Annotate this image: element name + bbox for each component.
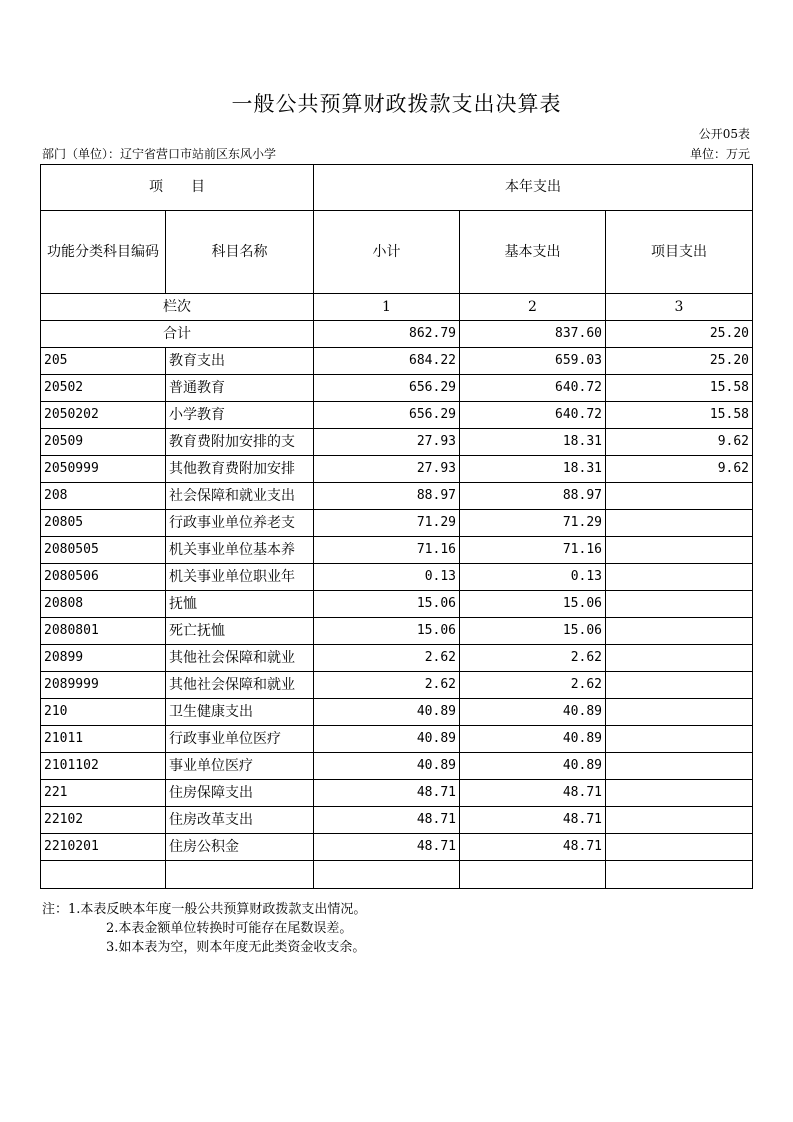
row-subtotal: 2.62: [314, 645, 460, 672]
row-code: 210: [41, 699, 166, 726]
table-row: [41, 699, 753, 726]
row-subtotal: 2.62: [314, 672, 460, 699]
empty-row: [41, 861, 753, 889]
row-name: 行政事业单位医疗: [166, 726, 314, 753]
row-code: 208: [41, 483, 166, 510]
row-name: 事业单位医疗: [166, 753, 314, 780]
total-project: 25.20: [606, 321, 753, 348]
row-subtotal: 40.89: [314, 726, 460, 753]
header-item: 项 目: [41, 165, 314, 211]
table-row: [41, 537, 753, 564]
row-code: 2101102: [41, 753, 166, 780]
header-project: 项目支出: [606, 211, 753, 294]
row-subtotal: 0.13: [314, 564, 460, 591]
header-subtotal: 小计: [314, 211, 460, 294]
row-subtotal: 71.16: [314, 537, 460, 564]
row-subtotal: 27.93: [314, 429, 460, 456]
table-row: [41, 780, 753, 807]
row-subtotal: 40.89: [314, 699, 460, 726]
row-project: [606, 618, 753, 645]
row-code: 2080506: [41, 564, 166, 591]
empty-cell: [460, 861, 606, 889]
row-project: [606, 726, 753, 753]
table-row: [41, 753, 753, 780]
row-project: 25.20: [606, 348, 753, 375]
row-subtotal: 48.71: [314, 807, 460, 834]
row-basic: 2.62: [460, 672, 606, 699]
row-code: 2080505: [41, 537, 166, 564]
table-row: [41, 510, 753, 537]
row-project: 9.62: [606, 456, 753, 483]
column-number-1: 1: [314, 294, 460, 321]
report-title: 一般公共预算财政拨款支出决算表: [231, 92, 562, 116]
row-subtotal: 71.29: [314, 510, 460, 537]
column-number-3: 3: [606, 294, 753, 321]
row-name: 行政事业单位养老支: [166, 510, 314, 537]
expenditure-table: [40, 164, 753, 889]
table-row: [41, 618, 753, 645]
row-name: 住房保障支出: [166, 780, 314, 807]
row-code: 20805: [41, 510, 166, 537]
row-basic: 640.72: [460, 402, 606, 429]
row-subtotal: 48.71: [314, 834, 460, 861]
row-name: 卫生健康支出: [166, 699, 314, 726]
row-code: 20509: [41, 429, 166, 456]
empty-cell: [314, 861, 460, 889]
total-row: [41, 321, 753, 348]
row-name: 其他社会保障和就业: [166, 645, 314, 672]
row-subtotal: 15.06: [314, 591, 460, 618]
row-name: 教育支出: [166, 348, 314, 375]
row-basic: 0.13: [460, 564, 606, 591]
row-name: 其他教育费附加安排: [166, 456, 314, 483]
empty-cell: [166, 861, 314, 889]
total-subtotal: 862.79: [314, 321, 460, 348]
row-basic: 40.89: [460, 726, 606, 753]
table-row: [41, 456, 753, 483]
header-basic: 基本支出: [460, 211, 606, 294]
row-subtotal: 656.29: [314, 402, 460, 429]
table-row: [41, 726, 753, 753]
row-project: 15.58: [606, 402, 753, 429]
row-code: 221: [41, 780, 166, 807]
row-project: [606, 672, 753, 699]
row-basic: 640.72: [460, 375, 606, 402]
row-subtotal: 48.71: [314, 780, 460, 807]
row-basic: 40.89: [460, 753, 606, 780]
row-name: 普通教育: [166, 375, 314, 402]
column-number-row: [41, 294, 753, 321]
row-code: 205: [41, 348, 166, 375]
row-name: 其他社会保障和就业: [166, 672, 314, 699]
row-code: 2050999: [41, 456, 166, 483]
row-project: [606, 780, 753, 807]
row-code: 2089999: [41, 672, 166, 699]
header-current-year: 本年支出: [314, 165, 753, 211]
row-code: 20808: [41, 591, 166, 618]
note-3: 3.如本表为空，则本年度无此类资金收支余。: [106, 940, 366, 955]
row-basic: 48.71: [460, 834, 606, 861]
row-project: [606, 699, 753, 726]
header-name: 科目名称: [166, 211, 314, 294]
row-project: [606, 537, 753, 564]
row-subtotal: 88.97: [314, 483, 460, 510]
form-number: 公开05表: [698, 127, 750, 141]
row-subtotal: 27.93: [314, 456, 460, 483]
notes: [42, 900, 366, 957]
row-basic: 71.29: [460, 510, 606, 537]
row-project: [606, 834, 753, 861]
row-basic: 48.71: [460, 780, 606, 807]
row-project: [606, 807, 753, 834]
row-basic: 18.31: [460, 429, 606, 456]
row-code: 2050202: [41, 402, 166, 429]
row-basic: 88.97: [460, 483, 606, 510]
row-basic: 18.31: [460, 456, 606, 483]
row-name: 机关事业单位职业年: [166, 564, 314, 591]
header-row-2: [41, 211, 753, 294]
table-row: [41, 807, 753, 834]
table-row: [41, 645, 753, 672]
table-row: [41, 672, 753, 699]
row-name: 小学教育: [166, 402, 314, 429]
row-name: 住房改革支出: [166, 807, 314, 834]
table-row: [41, 564, 753, 591]
row-code: 2080801: [41, 618, 166, 645]
row-project: [606, 591, 753, 618]
unit-label: 单位：万元: [689, 147, 750, 161]
table-row: [41, 483, 753, 510]
table-row: [41, 375, 753, 402]
empty-cell: [606, 861, 753, 889]
row-code: 20502: [41, 375, 166, 402]
row-basic: 48.71: [460, 807, 606, 834]
row-subtotal: 15.06: [314, 618, 460, 645]
header-code: 功能分类科目编码: [41, 211, 166, 294]
row-name: 机关事业单位基本养: [166, 537, 314, 564]
header-row-1: [41, 165, 753, 211]
row-basic: 40.89: [460, 699, 606, 726]
empty-cell: [41, 861, 166, 889]
row-code: 2210201: [41, 834, 166, 861]
row-project: [606, 564, 753, 591]
table-row: [41, 429, 753, 456]
row-basic: 71.16: [460, 537, 606, 564]
row-code: 22102: [41, 807, 166, 834]
row-basic: 659.03: [460, 348, 606, 375]
row-name: 死亡抚恤: [166, 618, 314, 645]
column-label: 栏次: [41, 294, 314, 321]
row-subtotal: 656.29: [314, 375, 460, 402]
row-basic: 2.62: [460, 645, 606, 672]
row-name: 社会保障和就业支出: [166, 483, 314, 510]
row-project: 9.62: [606, 429, 753, 456]
table-row: [41, 402, 753, 429]
row-basic: 15.06: [460, 591, 606, 618]
table-row: [41, 834, 753, 861]
note-2: 2.本表金额单位转换时可能存在尾数误差。: [106, 921, 353, 936]
row-name: 住房公积金: [166, 834, 314, 861]
row-project: 15.58: [606, 375, 753, 402]
row-project: [606, 483, 753, 510]
row-name: 教育费附加安排的支: [166, 429, 314, 456]
table-row: [41, 348, 753, 375]
row-code: 20899: [41, 645, 166, 672]
row-subtotal: 40.89: [314, 753, 460, 780]
row-name: 抚恤: [166, 591, 314, 618]
row-subtotal: 684.22: [314, 348, 460, 375]
row-project: [606, 645, 753, 672]
department-label: 部门（单位）：辽宁省营口市站前区东风小学: [42, 147, 277, 161]
row-project: [606, 753, 753, 780]
table-row: [41, 591, 753, 618]
row-project: [606, 510, 753, 537]
total-basic: 837.60: [460, 321, 606, 348]
row-code: 21011: [41, 726, 166, 753]
total-label: 合计: [41, 321, 314, 348]
column-number-2: 2: [460, 294, 606, 321]
note-1: 注：1.本表反映本年度一般公共预算财政拨款支出情况。: [42, 902, 367, 917]
row-basic: 15.06: [460, 618, 606, 645]
